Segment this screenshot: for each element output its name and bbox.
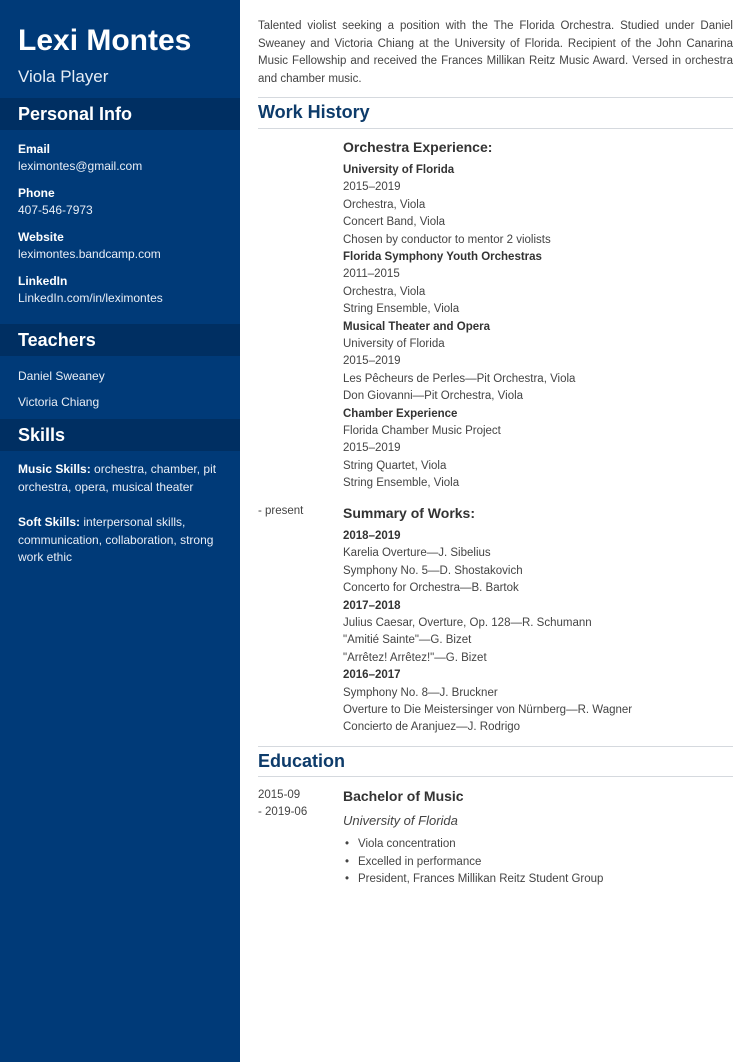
sidebar <box>0 0 240 1062</box>
email-value[interactable]: leximontes@gmail.com <box>18 159 143 173</box>
works-line-item: Overture to Die Meistersinger von Nürnberg—R. Wagner <box>343 704 633 716</box>
works-line-item: "Amitié Sainte"—G. Bizet <box>343 634 472 647</box>
orchestra-line-item: String Ensemble, Viola <box>343 477 460 490</box>
orchestra-line-item: String Ensemble, Viola <box>343 303 460 316</box>
soft-skills <box>18 514 223 567</box>
candidate-name: Lexi Montes <box>18 24 192 57</box>
divider <box>258 128 733 129</box>
education-degree: Bachelor of Music <box>343 788 464 804</box>
phone-value: 407-546-7973 <box>18 203 93 217</box>
orchestra-line-item: 2011–2015 <box>343 268 400 281</box>
works-line-item: "Arrêtez! Arrêtez!"—G. Bizet <box>343 651 487 664</box>
orchestra-line-item: String Quartet, Viola <box>343 459 447 472</box>
education-bullet: • President, Frances Millikan Reitz Student Group <box>343 873 603 885</box>
orchestra-line-item: Orchestra, Viola <box>343 285 426 298</box>
website-label: Website <box>18 230 64 244</box>
works-line-item: Julius Caesar, Overture, Op. 128—R. Schumann <box>343 617 592 629</box>
works-line-item: Karelia Overture—J. Sibelius <box>343 547 491 560</box>
orchestra-line-item: 2015–2019 <box>343 442 401 455</box>
works-line-item: Symphony No. 5—D. Shostakovich <box>343 564 523 577</box>
divider <box>258 97 733 98</box>
website-value[interactable]: leximontes.bandcamp.com <box>18 247 161 261</box>
teacher-item: Daniel Sweaney <box>18 369 105 383</box>
works-line-subheading: 2016–2017 <box>343 669 401 682</box>
phone-label: Phone <box>18 186 55 200</box>
orchestra-line-subheading: University of Florida <box>343 164 455 176</box>
works-line-item: Symphony No. 8—J. Bruckner <box>343 686 498 699</box>
orchestra-line-item: Concert Band, Viola <box>343 216 446 229</box>
orchestra-line-subheading: Musical Theater and Opera <box>343 320 490 333</box>
profile-summary: Talented violist seeking a position with the The Florida Orchestra. Studied under Daniel Sweaney and Victoria Chiang at the University of Florida. Recipient of the John Canarina Music Fellowship and received the Frances Millikan Reitz Music Award. Versed in orchestra and chamber music. <box>258 20 733 85</box>
orchestra-line-item: Les Pêcheurs de Perles—Pit Orchestra, Viola <box>343 372 576 385</box>
education-heading: Education <box>258 751 346 771</box>
summary-of-works-heading: Summary of Works: <box>343 505 475 521</box>
education-date-start: 2015-09 <box>258 789 301 801</box>
work-history-heading: Work History <box>258 102 370 122</box>
education-bullet: • Excelled in performance <box>343 856 481 868</box>
music-skills-label: Music Skills: <box>18 462 91 476</box>
orchestra-line-subheading: Chamber Experience <box>343 407 458 420</box>
personal-info-heading: Personal Info <box>0 98 240 130</box>
works-line-subheading: 2017–2018 <box>343 599 401 612</box>
teachers-heading: Teachers <box>0 324 240 356</box>
education-school: University of Florida <box>343 813 458 828</box>
orchestra-experience-heading: Orchestra Experience: <box>343 139 493 155</box>
orchestra-line-item: Orchestra, Viola <box>343 198 426 211</box>
education-date-end: - 2019-06 <box>258 806 308 818</box>
works-line-item: Concierto de Aranjuez—J. Rodrigo <box>343 721 521 734</box>
music-skills <box>18 461 223 496</box>
divider <box>258 746 733 747</box>
orchestra-line-item: Florida Chamber Music Project <box>343 425 501 437</box>
orchestra-line-item: Chosen by conductor to mentor 2 violists <box>343 233 551 246</box>
orchestra-line-item: Don Giovanni—Pit Orchestra, Viola <box>343 390 524 403</box>
orchestra-line-item: 2015–2019 <box>343 181 401 194</box>
orchestra-line-item: University of Florida <box>343 338 445 350</box>
soft-skills-value: interpersonal skills, communication, collaboration, strong work ethic <box>18 515 214 564</box>
works-line-subheading: 2018–2019 <box>343 530 401 542</box>
email-label: Email <box>18 142 51 156</box>
teacher-item: Victoria Chiang <box>18 395 100 409</box>
skills-heading: Skills <box>0 419 240 451</box>
orchestra-line-item: 2015–2019 <box>343 355 401 368</box>
music-skills-value: orchestra, chamber, pit orchestra, opera, musical theater <box>18 462 217 494</box>
present-label: - present <box>258 505 304 517</box>
works-line-item: Concerto for Orchestra—B. Bartok <box>343 582 519 595</box>
candidate-title: Viola Player <box>18 67 109 86</box>
linkedin-value[interactable]: LinkedIn.com/in/leximontes <box>18 291 163 305</box>
orchestra-line-subheading: Florida Symphony Youth Orchestras <box>343 251 542 263</box>
education-bullet: • Viola concentration <box>343 838 456 850</box>
divider <box>258 776 733 777</box>
linkedin-label: LinkedIn <box>18 274 68 288</box>
soft-skills-label: Soft Skills: <box>18 515 81 529</box>
